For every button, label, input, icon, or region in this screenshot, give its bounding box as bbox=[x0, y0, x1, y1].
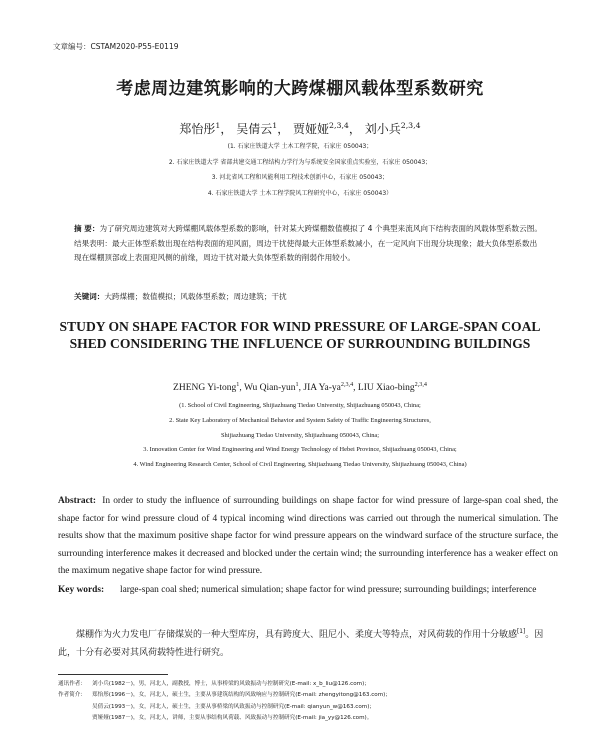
affiliation-line: 2. 石家庄铁道大学 省部共建交通工程结构力学行为与系统安全国家重点实验室，石家庄 050043； bbox=[168, 158, 432, 166]
footnote-text: 郑怡彤(1996－)，女，河北人，硕士生，主要从事建筑结构的风致响应与控制研究(E-mail: zhengyitong@163.com)； bbox=[92, 692, 391, 699]
english-title: STUDY ON SHAPE FACTOR FOR WIND PRESSURE OF LARGE-SPAN COAL SHED CONSIDERING THE INFLUENCE OF SURROUNDING BUILDINGS bbox=[59, 319, 541, 351]
footnote-text: 贾娅娅(1987－)，女，河北人，讲师，主要从事结构风荷载、风致振动与控制研究(E-mail: jia_yy@126.com)。 bbox=[92, 714, 373, 721]
author-affiliation-mark: 1 bbox=[236, 381, 240, 388]
chinese-affiliations bbox=[0, 139, 600, 201]
affiliation-line: 2. State Key Laboratory of Mechanical Behavior and System Safety of Traffic Engineering Structures, bbox=[169, 416, 431, 424]
footnote-label: 作者简介： bbox=[58, 692, 86, 699]
affiliation-line: 3. Innovation Center for Wind Engineering and Wind Energy Technology of Hebei Province, Shijiazhuang 050043, China; bbox=[143, 446, 457, 454]
intro-text: 。因此，十分有必要对其风荷载特性进行研究。 bbox=[58, 630, 544, 658]
keywords-text: large-span coal shed; numerical simulation; shape factor for wind pressure; surrounding buildings; interference bbox=[120, 585, 537, 595]
footnote-divider bbox=[58, 674, 168, 675]
author-affiliation-mark: 2,3,4 bbox=[329, 121, 349, 130]
affiliation-line: (1. 石家庄铁道大学 土木工程学院，石家庄 050043； bbox=[227, 143, 373, 150]
chinese-abstract bbox=[74, 222, 544, 266]
intro-text: 煤棚作为火力发电厂存储煤炭的一种大型库房，具有跨度大、阻尼小、柔度大等特点，对风荷载的作用十分敏感 bbox=[76, 630, 518, 640]
author-name: 贾娅娅 bbox=[293, 122, 330, 136]
article-number: 文章编号：CSTAM2020-P55-E0119 bbox=[53, 42, 179, 51]
footnote-label: 通讯作者： bbox=[58, 681, 86, 687]
abstract-text: In order to study the influence of surrounding buildings on shape factor for wind pressure of large-span coal shed, the shape factor for wind pressure cloud of 4 typical incoming wind directions was carried out through the numerical simulation. The results show that the maximum positive shape factor for wind pressure appears on the windward surface of the structure surface, the surrounding interference makes it decreased and blocked under the certain wind; the surrounding interference has a weaker effect on the maximum negative shape factor for wind pressure. bbox=[58, 496, 559, 577]
author-name: JIA Ya-ya bbox=[303, 383, 341, 393]
abstract-text: 为了研究周边建筑对大跨煤棚风载体型系数的影响，针对某大跨煤棚数值模拟了 4 个典型来流风向下结构表面的风载体型系数云图。结果表明：最大正体型系数出现在结构表面的迎风面，周边干扰使得最大正体型系数减小，在一定风向下出现分块现象；最大负体型系数出现在煤棚顶部或上表面迎风侧的前缘，周边干扰对最大负体型系数的削弱作用较小。 bbox=[74, 224, 542, 262]
keywords-label: Key words: bbox=[58, 585, 105, 595]
footnote-line bbox=[58, 702, 558, 713]
affiliation-line: 4. Wind Engineering Research Center, School of Civil Engineering, Shijiazhuang Tiedao University, Shijiazhuang 050043, China) bbox=[133, 461, 467, 469]
abstract-label: 摘 要： bbox=[74, 224, 100, 233]
author-name: Wu Qian-yun bbox=[243, 383, 296, 393]
keywords-text: 大跨煤棚；数值模拟；风载体型系数；周边建筑；干扰 bbox=[104, 292, 287, 301]
english-affiliations bbox=[0, 399, 600, 473]
footnote-line bbox=[58, 690, 558, 701]
footnote-line bbox=[58, 679, 558, 690]
author-name: 郑怡彤 bbox=[179, 122, 216, 136]
affiliation-line: 4. 石家庄铁道大学 土木工程学院风工程研究中心，石家庄 050043） bbox=[207, 189, 393, 197]
citation-link[interactable]: [1] bbox=[517, 629, 526, 635]
author-affiliation-mark: 2,3,4 bbox=[400, 121, 421, 130]
english-keywords bbox=[58, 582, 558, 599]
footnote-text: 刘小兵(1982－)，男，河北人，副教授，博士，从事桥梁的风致振动与控制研究(E-mail: x_b_liu@126.com)； bbox=[92, 681, 370, 687]
author-affiliation-mark: 1 bbox=[295, 381, 299, 388]
chinese-author-list: 郑怡彤$^1$， 吴倩云$^1$， 贾娅娅$^{2,3,4}$， 刘小兵$^{2,3,4}$ bbox=[179, 121, 421, 136]
affiliation-line: 3. 河北省风工程和风能利用工程技术创新中心，石家庄 050043； bbox=[211, 174, 389, 181]
chinese-keywords bbox=[74, 291, 544, 302]
footnote-line bbox=[58, 713, 558, 724]
affiliation-line: (1. School of Civil Engineering, Shijiazhuang Tiedao University, Shijiazhuang 050043, China; bbox=[179, 402, 421, 409]
author-name: ZHENG Yi-tong bbox=[173, 383, 237, 393]
introduction-paragraph bbox=[58, 627, 558, 662]
footnote-text: 吴倩云(1993－)，女，河北人，硕士生，主要从事桥梁的风致振动与控制研究(E-mail: qianyun_w@163.com)； bbox=[92, 703, 376, 710]
chinese-title: 考虑周边建筑影响的大跨煤棚风载体型系数研究 bbox=[116, 79, 484, 99]
keywords-label: 关键词： bbox=[74, 292, 105, 301]
author-affiliation-mark: 1 bbox=[272, 121, 278, 130]
author-name: 吴倩云 bbox=[236, 122, 273, 136]
footnotes bbox=[58, 679, 558, 724]
english-author-list: ZHENG Yi-tong$^1$, Wu Qian-yun$^1$, JIA Ya-ya$^{2,3,4}$, LIU Xiao-bing$^{2,3,4}$ bbox=[173, 381, 427, 393]
author-affiliation-mark: 2,3,4 bbox=[414, 381, 427, 388]
author-name: 刘小兵 bbox=[364, 122, 401, 136]
english-abstract bbox=[58, 493, 558, 581]
author-name: LIU Xiao-bing bbox=[357, 383, 415, 393]
affiliation-line: Shijiazhuang Tiedao University, Shijiazhuang 050043, China; bbox=[220, 431, 380, 439]
author-affiliation-mark: 2,3,4 bbox=[340, 381, 354, 388]
author-affiliation-mark: 1 bbox=[215, 121, 221, 130]
abstract-label: Abstract: bbox=[58, 496, 97, 506]
